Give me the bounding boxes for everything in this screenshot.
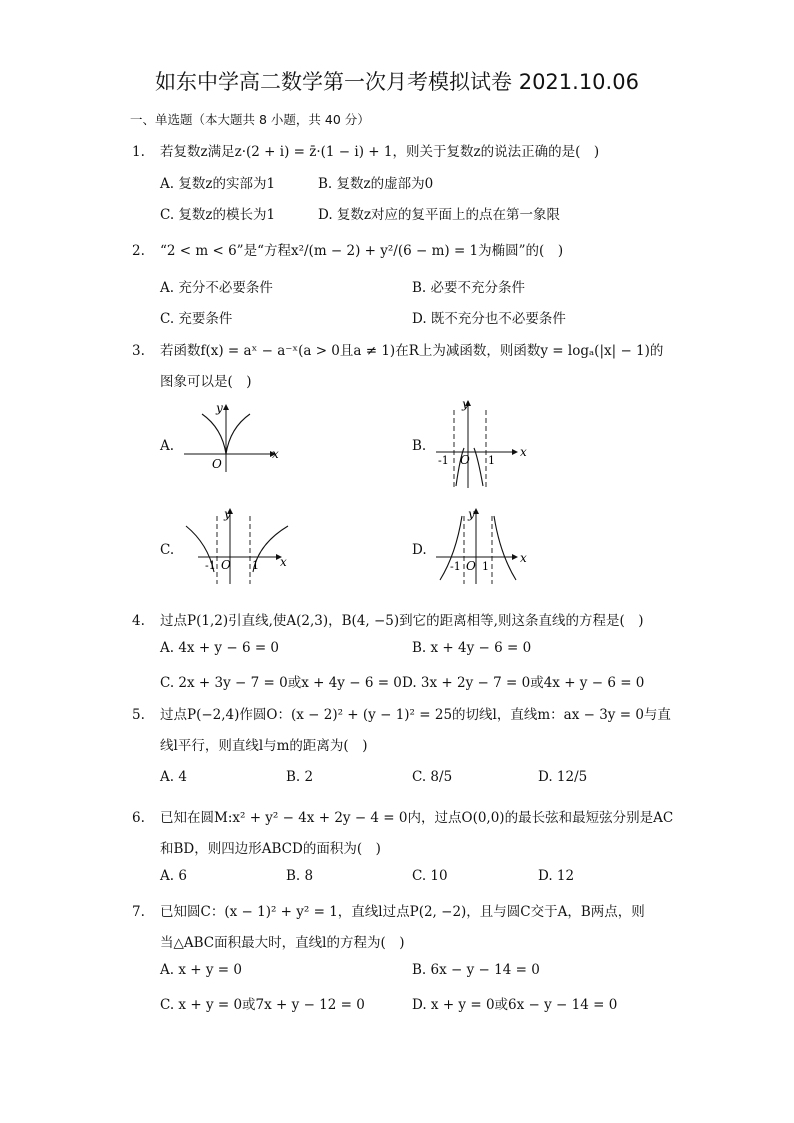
question-6 <box>132 806 673 826</box>
origin-label: O <box>466 559 476 573</box>
question-5-line2: 线l平行，则直线l与m的距离为( ) <box>160 738 368 754</box>
q7-option-b[interactable]: B. 6x − y − 14 = 0 <box>412 962 540 978</box>
q6-option-d[interactable]: D. 12 <box>538 868 575 884</box>
neg-one-label: -1 <box>450 560 461 573</box>
graph-c[interactable] <box>184 504 294 588</box>
q1-option-b[interactable]: B. 复数z的虚部为0 <box>318 176 434 192</box>
origin-label: O <box>212 457 222 471</box>
q2-option-d[interactable]: D. 既不充分也不必要条件 <box>412 311 566 327</box>
question-7 <box>132 900 645 920</box>
x-axis-label: x <box>272 447 279 461</box>
graph-b[interactable] <box>436 398 536 494</box>
question-4 <box>132 609 643 629</box>
q2-option-a[interactable]: A. 充分不必要条件 <box>160 280 273 296</box>
q3-option-d[interactable]: D. <box>412 542 427 558</box>
y-axis-label: y <box>462 397 469 411</box>
origin-label: O <box>460 453 470 467</box>
q1-option-a[interactable]: A. 复数z的实部为1 <box>160 176 276 192</box>
q5-option-c[interactable]: C. 8/5 <box>412 769 453 785</box>
question-6-line2: 和BD，则四边形ABCD的面积为( ) <box>160 841 381 857</box>
x-axis-label: x <box>520 551 527 565</box>
q1-option-d[interactable]: D. 复数z对应的复平面上的点在第一象限 <box>318 207 561 223</box>
q7-option-d[interactable]: D. x + y = 0或6x − y − 14 = 0 <box>412 997 618 1013</box>
q2-option-c[interactable]: C. 充要条件 <box>160 311 233 327</box>
section-heading: 一、单选题（本大题共 8 小题，共 40 分） <box>130 112 370 127</box>
question-7-line2: 当△ABC面积最大时，直线l的方程为( ) <box>160 935 405 951</box>
q3-option-b[interactable]: B. <box>412 438 427 454</box>
q6-option-b[interactable]: B. 8 <box>286 868 314 884</box>
question-3-line2: 图象可以是( ) <box>160 374 252 390</box>
question-text: 已知在圆M:x² + y² − 4x + 2y − 4 = 0内，过点O(0,0)的最长弦和最短弦分别是AC <box>160 810 674 826</box>
q7-option-a[interactable]: A. x + y = 0 <box>160 962 242 978</box>
q3-option-a[interactable]: A. <box>160 438 175 454</box>
question-number: 3. <box>132 343 145 359</box>
x-axis-label: x <box>520 445 527 459</box>
q2-option-b[interactable]: B. 必要不充分条件 <box>412 280 526 296</box>
one-label: 1 <box>488 454 495 467</box>
neg-one-label: -1 <box>438 454 449 467</box>
question-number: 7. <box>132 904 145 920</box>
question-number: 1. <box>132 144 145 160</box>
q7-option-c[interactable]: C. x + y = 0或7x + y − 12 = 0 <box>160 997 365 1013</box>
question-text: “2 < m < 6”是“方程x²/(m − 2) + y²/(6 − m) = 1为椭圆”的( ) <box>160 243 564 259</box>
question-number: 5. <box>132 707 145 723</box>
question-text: 过点P(1,2)引直线,使A(2,3)，B(4, −5)到它的距离相等,则这条直线的方程是( ) <box>160 613 644 629</box>
q1-option-c[interactable]: C. 复数z的模长为1 <box>160 207 276 223</box>
question-number: 6. <box>132 810 145 826</box>
question-text: 过点P(−2,4)作圆O：(x − 2)² + (y − 1)² = 25的切线l，直线m：ax − 3y = 0与直 <box>160 707 671 723</box>
question-5 <box>132 703 671 723</box>
page-title: 如东中学高二数学第一次月考模拟试卷 2021.10.06 <box>155 70 639 94</box>
question-text: 已知圆C：(x − 1)² + y² = 1，直线l过点P(2, −2)，且与圆C交于A，B两点，则 <box>160 904 645 920</box>
y-axis-label: y <box>468 507 475 521</box>
one-label: 1 <box>482 560 489 573</box>
q5-option-b[interactable]: B. 2 <box>286 769 314 785</box>
question-2 <box>132 239 563 259</box>
question-text: 若函数f(x) = aˣ − a⁻ˣ(a > 0且a ≠ 1)在R上为减函数，则函数y = logₐ(|x| − 1)的 <box>160 343 664 359</box>
q5-option-d[interactable]: D. 12/5 <box>538 769 588 785</box>
question-text: 若复数z满足z·(2 + i) = z̄·(1 − i) + 1，则关于复数z的说法正确的是( ) <box>160 144 600 160</box>
neg-one-label: -1 <box>205 559 216 572</box>
graph-d[interactable] <box>436 504 536 588</box>
question-3 <box>132 339 663 359</box>
q3-option-c[interactable]: C. <box>160 542 175 558</box>
question-1 <box>132 140 599 160</box>
x-axis-label: x <box>280 555 287 569</box>
q4-option-c[interactable]: C. 2x + 3y − 7 = 0或x + 4y − 6 = 0 <box>160 675 402 691</box>
q4-option-b[interactable]: B. x + 4y − 6 = 0 <box>412 640 532 656</box>
y-axis-label: y <box>224 507 231 521</box>
q6-option-c[interactable]: C. 10 <box>412 868 448 884</box>
q4-option-d[interactable]: D. 3x + 2y − 7 = 0或4x + y − 6 = 0 <box>402 675 645 691</box>
q6-option-a[interactable]: A. 6 <box>160 868 187 884</box>
q5-option-a[interactable]: A. 4 <box>160 769 187 785</box>
q4-option-a[interactable]: A. 4x + y − 6 = 0 <box>160 640 280 656</box>
question-number: 4. <box>132 613 145 629</box>
y-axis-label: y <box>216 401 223 415</box>
one-label: 1 <box>252 559 259 572</box>
question-number: 2. <box>132 243 145 259</box>
origin-label: O <box>221 558 231 572</box>
graph-a[interactable] <box>184 400 284 479</box>
